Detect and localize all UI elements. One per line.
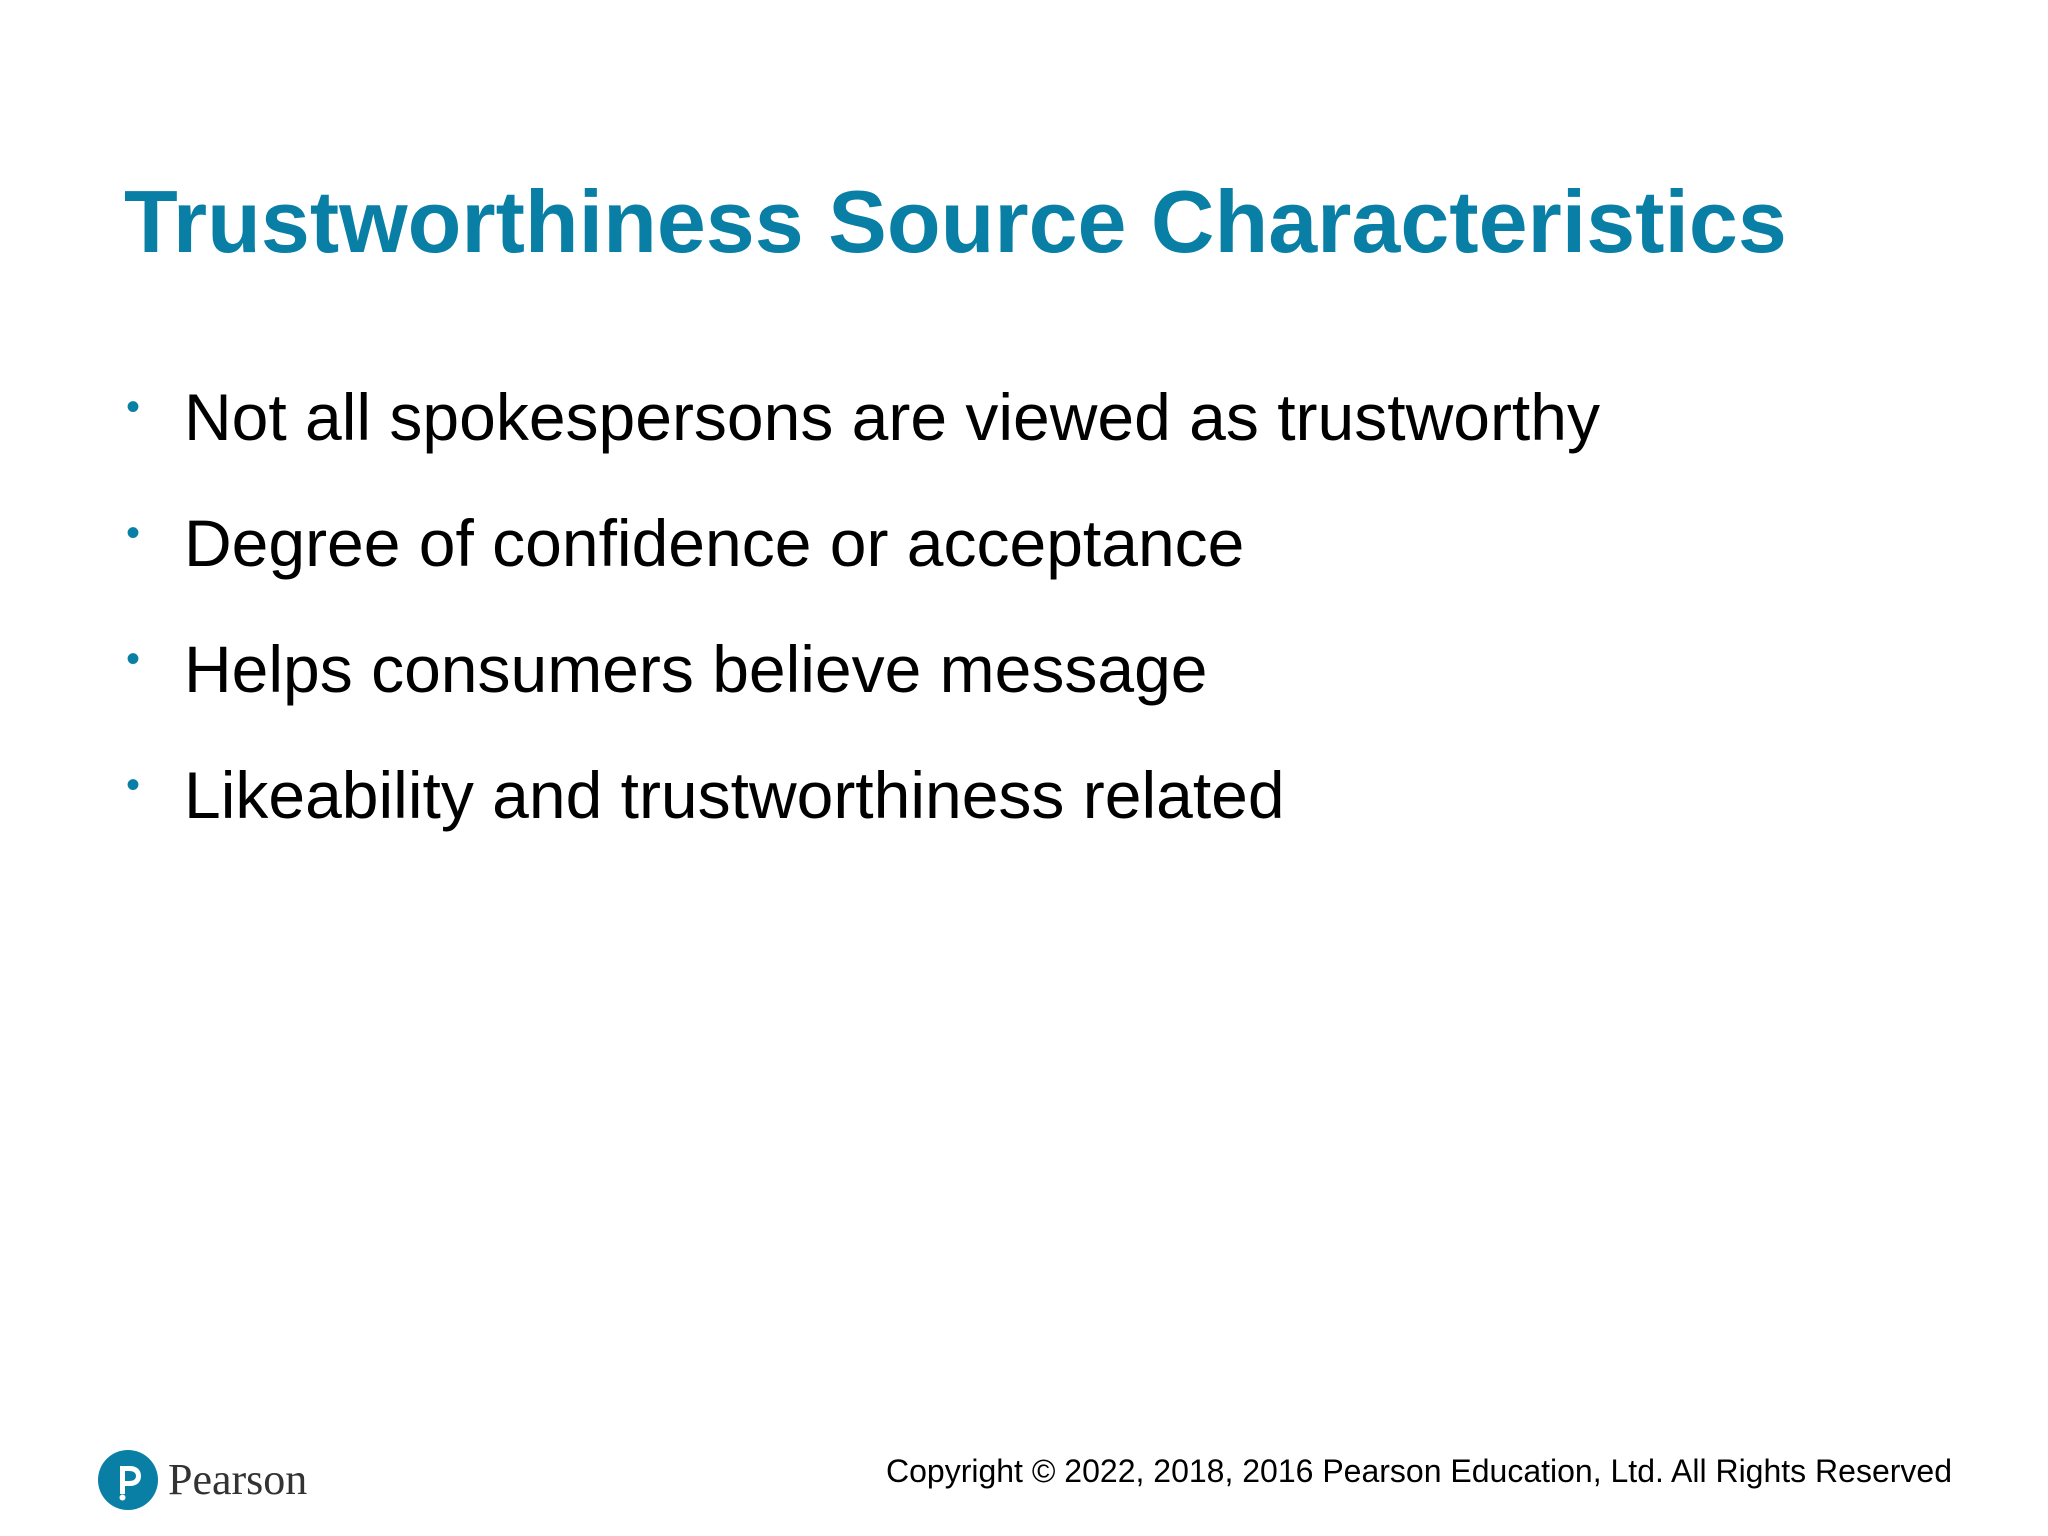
bullet-item bbox=[124, 624, 1600, 750]
slide-title: Trustworthiness Source Characteristics bbox=[124, 172, 1787, 271]
bullet-item bbox=[124, 372, 1600, 498]
bullet-item bbox=[124, 498, 1600, 624]
bullet-icon: • bbox=[126, 385, 141, 429]
copyright-notice: Copyright © 2022, 2018, 2016 Pearson Education, Ltd. All Rights Reserved bbox=[885, 1453, 1952, 1489]
bullet-list bbox=[124, 372, 1600, 876]
bullet-icon: • bbox=[126, 637, 141, 681]
bullet-text: Likeability and trustworthiness related bbox=[184, 758, 1285, 832]
pearson-logo-text: Pearson bbox=[168, 1455, 308, 1504]
bullet-text: Not all spokespersons are viewed as trustworthy bbox=[184, 380, 1600, 454]
bullet-icon: • bbox=[126, 763, 141, 807]
bullet-item bbox=[124, 750, 1600, 876]
bullet-text: Helps consumers believe message bbox=[184, 632, 1208, 706]
pearson-logo bbox=[98, 1450, 307, 1510]
bullet-icon: • bbox=[126, 511, 141, 555]
bullet-text: Degree of confidence or acceptance bbox=[184, 506, 1245, 580]
pearson-logo-icon bbox=[98, 1450, 158, 1510]
